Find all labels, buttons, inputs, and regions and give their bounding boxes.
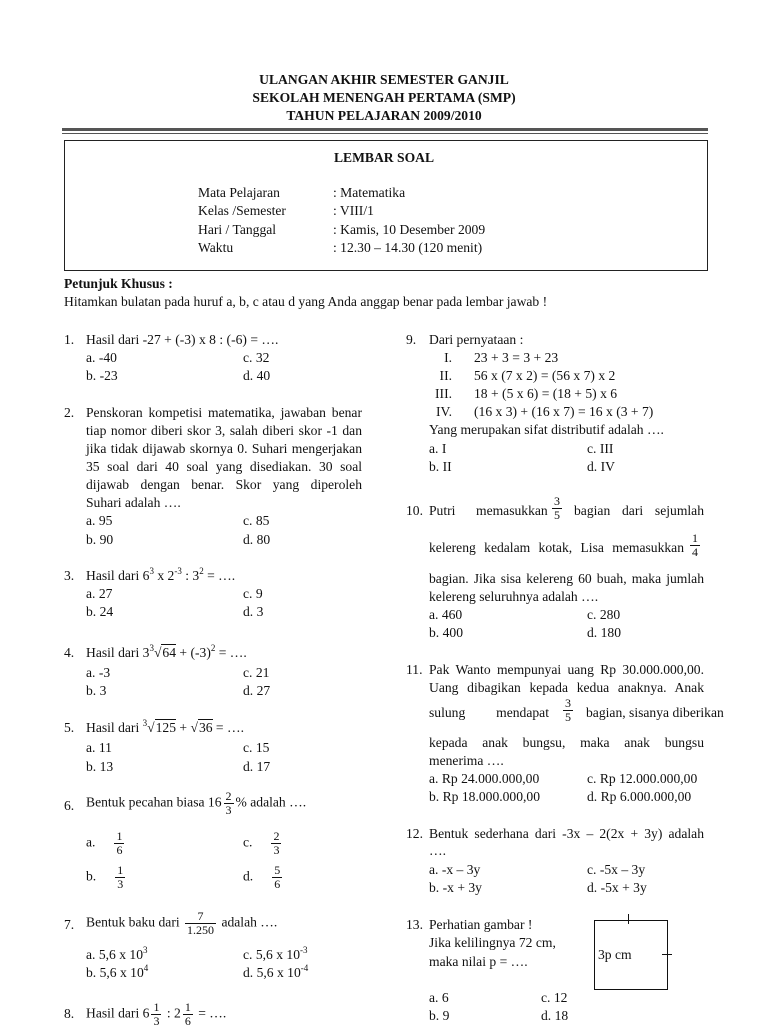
question-2-line: 35 soal dari 40 soal yang disediakan. 30 soal [86, 459, 362, 474]
q11-word: bagian, sisanya diberikan [586, 705, 724, 720]
denominator: 4 [692, 545, 698, 559]
q4-text-pre: Hasil dari 3 [86, 645, 150, 660]
option-letter: b. [86, 868, 97, 884]
option-c: c. 12 [541, 990, 568, 1005]
option-a: a. I [429, 441, 447, 456]
option-d: d. IV [587, 459, 615, 474]
question-number: 1. [64, 332, 75, 347]
denominator: 5 [554, 508, 560, 522]
school-name: SEKOLAH MENENGAH PERTAMA (SMP) [252, 90, 516, 105]
option-b: b. 13 [86, 759, 114, 774]
option-c: c. 85 [243, 513, 270, 528]
radical-sign-icon: √ [153, 645, 162, 660]
info-label-date: Hari / Tanggal [198, 222, 277, 237]
radicand: 125 [155, 720, 176, 735]
option-d: d. Rp 6.000.000,00 [587, 789, 692, 804]
denominator: 3 [153, 1014, 160, 1028]
q11-line: Uang dibagikan kepada kedua anaknya. Anak [429, 680, 704, 695]
q5-text-post: = …. [212, 720, 244, 735]
numerator: 3 [554, 494, 560, 508]
question-2-line: Penskoran kompetisi matematika, jawaban benar [86, 405, 362, 420]
q10-word: memasukkan [476, 503, 548, 518]
numerator: 1 [692, 531, 698, 545]
denominator: 6 [274, 877, 281, 891]
option-a [86, 830, 126, 857]
option-b: b. 3 [86, 683, 107, 698]
q10-word: bagian dari sejumlah [574, 503, 704, 518]
q10-line: kelereng seluruhnya adalah …. [429, 589, 599, 604]
question-number: 10. [406, 503, 423, 518]
question-number: 3. [64, 568, 75, 583]
option-c [243, 830, 283, 857]
question-number: 4. [64, 645, 75, 660]
option-text: a. 5,6 x 10 [86, 947, 144, 962]
numerator: 7 [185, 910, 216, 924]
figure-side-label: 3p cm [598, 947, 632, 962]
option-a: a. 27 [86, 586, 113, 601]
option-c: c. 280 [587, 607, 621, 622]
question-number: 7. [64, 917, 75, 932]
question-number: 8. [64, 1006, 75, 1021]
exponent: 3 [143, 945, 148, 955]
header-rule-thick [62, 128, 708, 131]
option-d: d. 3 [243, 604, 264, 619]
numerator: 1 [116, 829, 123, 843]
fraction-1-4 [690, 532, 700, 559]
denominator: 3 [225, 803, 232, 817]
q11-line: kepada anak bungsu, maka anak bungsu [429, 735, 704, 750]
q3-exp: 2 [199, 566, 204, 576]
statement: 18 + (5 x 6) = (18 + 5) x 6 [474, 386, 618, 401]
fraction [688, 532, 702, 559]
option-b: b. -x + 3y [429, 880, 482, 895]
q7-text-post: adalah …. [221, 914, 278, 930]
option-a: a. 6 [429, 990, 449, 1005]
option-a [86, 947, 148, 963]
q10-line: bagian. Jika sisa kelereng 60 buah, maka jumlah [429, 571, 704, 586]
roman-numeral: I. [444, 350, 452, 365]
q13-line: Perhatian gambar ! [429, 917, 533, 932]
q5-text-mid: + [176, 720, 191, 735]
q4-text-post: = …. [215, 645, 247, 660]
option-a: a. 460 [429, 607, 463, 622]
option-b: b. II [429, 459, 452, 474]
option-b [86, 864, 127, 891]
option-d: d. 17 [243, 759, 271, 774]
root-index: 3 [142, 718, 148, 728]
question-number: 12. [406, 826, 423, 841]
fraction [561, 697, 575, 724]
option-a: a. -40 [86, 350, 117, 365]
numerator: 2 [225, 789, 232, 803]
question-number: 6. [64, 798, 75, 813]
numerator: 3 [565, 696, 571, 710]
option-b: b. 9 [429, 1008, 450, 1023]
option-c: c. 9 [243, 586, 263, 601]
option-c [243, 947, 308, 963]
numerator: 1 [184, 1000, 191, 1014]
radicand: 36 [198, 720, 213, 735]
question-9-tail: Yang merupakan sifat distributif adalah …. [429, 422, 664, 437]
fraction [115, 864, 125, 891]
exponent: -3 [300, 945, 308, 955]
exponent: 4 [143, 963, 149, 973]
fraction [272, 864, 282, 891]
q3-text-mid: x 2 [153, 568, 175, 583]
q11-word: sulung mendapat [429, 705, 549, 720]
denominator: 1.250 [187, 923, 215, 937]
q11-line: Pak Wanto mempunyai uang Rp 30.000.000,00. [429, 662, 704, 677]
fraction [185, 910, 216, 937]
q8-text-pre: Hasil dari 6 [86, 1005, 150, 1021]
exponent: -4 [300, 963, 309, 973]
question-5-text [86, 720, 244, 736]
info-box-title: LEMBAR SOAL [333, 150, 435, 165]
instructions-text: Hitamkan bulatan pada huruf a, b, c atau d yang Anda anggap benar pada lembar jawab ! [64, 294, 548, 309]
q8-text-post: = …. [194, 1005, 227, 1021]
option-d [243, 864, 284, 891]
q10-line: kelereng kedalam kotak, Lisa memasukkan [429, 540, 684, 555]
option-c: c. -5x – 3y [587, 862, 646, 877]
option-letter: d. [243, 868, 254, 884]
q6-text-pre: Bentuk pecahan biasa 16 [86, 794, 222, 810]
q13-line: maka nilai p = …. [429, 954, 528, 969]
info-label-subject: Mata Pelajaran [198, 185, 280, 200]
option-a: a. -x – 3y [429, 862, 481, 877]
option-b: b. 90 [86, 532, 114, 547]
question-3-text [86, 568, 235, 584]
radicand: 64 [162, 645, 176, 660]
info-label-time: Waktu [198, 240, 234, 255]
q4-exp: 2 [210, 643, 216, 653]
q5-text-pre: Hasil dari [86, 720, 143, 735]
tick-mark [628, 914, 629, 924]
question-2-line: dijawab dengan benar. Skor yang diperoleh [86, 477, 362, 492]
statement: 56 x (7 x 2) = (56 x 7) x 2 [474, 368, 616, 383]
option-b: b. 24 [86, 604, 114, 619]
option-c: c. 15 [243, 740, 270, 755]
question-number: 13. [406, 917, 423, 932]
option-c: c. 32 [243, 350, 270, 365]
roman-numeral: III. [435, 386, 452, 401]
statement: (16 x 3) + (16 x 7) = 16 x (3 + 7) [474, 404, 654, 419]
option-text: b. 5,6 x 10 [86, 965, 144, 980]
question-2-line: tiap nomor diberi skor 3, salah diberi skor -1 dan [86, 423, 362, 438]
denominator: 3 [117, 877, 124, 891]
question-9-text: Dari pernyataan : [429, 332, 524, 347]
option-d: d. -5x + 3y [587, 880, 647, 895]
question-7-text [86, 910, 277, 937]
option-a: a. 95 [86, 513, 113, 528]
q7-text-pre: Bentuk baku dari [86, 914, 180, 930]
root-index: 3 [149, 643, 154, 653]
q8-text-mid: : 2 [163, 1005, 181, 1021]
info-value-date: : Kamis, 10 Desember 2009 [333, 222, 486, 237]
exam-title: ULANGAN AKHIR SEMESTER GANJIL [259, 72, 509, 87]
numerator: 2 [273, 829, 280, 843]
header-rule-thin [62, 133, 708, 134]
q13-line: Jika kelilingnya 72 cm, [429, 935, 556, 950]
option-d: d. 180 [587, 625, 621, 640]
option-a: a. 11 [86, 740, 112, 755]
numerator: 1 [117, 863, 124, 877]
q4-text-mid: + (-3) [176, 645, 211, 660]
question-2-line: jika tidak dijawab skornya 0. Suhari mengerjakan [86, 441, 362, 456]
radical-sign-icon: √ [190, 720, 198, 735]
fraction [224, 790, 234, 817]
statement: 23 + 3 = 3 + 23 [474, 350, 559, 365]
denominator: 6 [116, 843, 123, 857]
numerator: 1 [153, 1000, 160, 1014]
option-b: b. 400 [429, 625, 463, 640]
option-d: d. 27 [243, 683, 271, 698]
roman-numeral: II. [439, 368, 452, 383]
numerator: 5 [274, 863, 281, 877]
option-b: b. -23 [86, 368, 118, 383]
option-b: b. Rp 18.000.000,00 [429, 789, 541, 804]
radical-sign-icon: √ [147, 720, 155, 735]
option-letter: a. [86, 834, 96, 850]
q3-text-mid: : 3 [181, 568, 200, 583]
info-value-class: : VIII/1 [333, 203, 374, 218]
instructions-title: Petunjuk Khusus : [64, 276, 173, 291]
option-letter: c. [243, 834, 253, 850]
question-6-text [86, 790, 306, 817]
option-a: a. Rp 24.000.000,00 [429, 771, 540, 786]
fraction-3-5 [563, 697, 573, 724]
option-d [243, 965, 308, 981]
question-number: 9. [406, 332, 417, 347]
academic-year: TAHUN PELAJARAN 2009/2010 [286, 108, 482, 123]
q3-exp: -3 [174, 566, 182, 576]
question-2-line: Suhari adalah …. [86, 495, 181, 510]
question-number: 5. [64, 720, 75, 735]
option-d: d. 18 [541, 1008, 569, 1023]
fraction-3-5 [552, 495, 562, 522]
option-c: c. 21 [243, 665, 270, 680]
q12-line: …. [429, 843, 446, 858]
fraction [271, 830, 281, 857]
q3-text-pre: Hasil dari 6 [86, 568, 150, 583]
q3-text-post: = …. [203, 568, 236, 583]
roman-numeral: IV. [436, 404, 452, 419]
info-value-subject: : Matematika [333, 185, 406, 200]
option-text: c. 5,6 x 10 [243, 947, 301, 962]
denominator: 6 [184, 1014, 191, 1028]
option-c: c. Rp 12.000.000,00 [587, 771, 698, 786]
q6-text-post: % adalah …. [235, 794, 307, 810]
option-c: c. III [587, 441, 614, 456]
info-label-class: Kelas /Semester [198, 203, 286, 218]
q11-line: menerima …. [429, 753, 504, 768]
question-4-text [86, 645, 247, 661]
option-d: d. 80 [243, 532, 271, 547]
q12-line: Bentuk sederhana dari -3x – 2(2x + 3y) adalah [429, 826, 704, 841]
tick-mark [662, 954, 672, 955]
option-a: a. -3 [86, 665, 111, 680]
q3-exp: 3 [149, 566, 154, 576]
denominator: 3 [273, 843, 280, 857]
q10-word: Putri [429, 503, 456, 518]
option-text: d. 5,6 x 10 [243, 965, 301, 980]
fraction [550, 495, 564, 522]
question-number: 11. [406, 662, 423, 677]
option-d: d. 40 [243, 368, 271, 383]
question-1-text: Hasil dari -27 + (-3) x 8 : (-6) = …. [86, 332, 279, 347]
info-value-time: : 12.30 – 14.30 (120 menit) [333, 240, 483, 255]
question-number: 2. [64, 405, 75, 420]
fraction [114, 830, 124, 857]
option-b [86, 965, 148, 981]
denominator: 5 [565, 710, 571, 724]
